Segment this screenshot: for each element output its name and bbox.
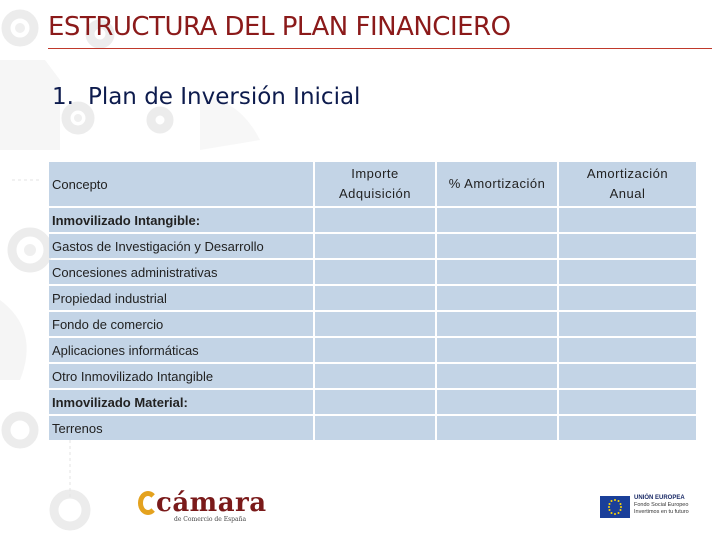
section-number: 1. bbox=[52, 84, 74, 110]
table-row bbox=[49, 416, 696, 440]
eu-logo bbox=[600, 495, 710, 521]
cell-amortizacion-pct[interactable] bbox=[437, 260, 557, 284]
cell-importe[interactable] bbox=[315, 416, 435, 440]
title-divider bbox=[48, 48, 712, 49]
cell-importe[interactable] bbox=[315, 234, 435, 258]
cell-importe[interactable] bbox=[315, 312, 435, 336]
header-amortizacion-pct: % Amortización bbox=[437, 162, 557, 206]
cell-amortizacion-pct[interactable] bbox=[437, 390, 557, 414]
cell-amortizacion-pct[interactable] bbox=[437, 338, 557, 362]
header-amortizacion-anual bbox=[559, 162, 696, 206]
cell-amortizacion-anual[interactable] bbox=[559, 260, 696, 284]
cell-amortizacion-pct[interactable] bbox=[437, 416, 557, 440]
cell-amortizacion-anual[interactable] bbox=[559, 208, 696, 232]
row-label: Aplicaciones informáticas bbox=[49, 338, 313, 362]
slide-title: ESTRUCTURA DEL PLAN FINANCIERO bbox=[48, 12, 511, 42]
header-importe-line2: Adquisición bbox=[339, 186, 411, 201]
header-importe-line1: Importe bbox=[351, 166, 399, 181]
header-importe bbox=[315, 162, 435, 206]
header-amortizacion-line1: Amortización bbox=[586, 166, 669, 181]
row-label: Concesiones administrativas bbox=[49, 260, 313, 284]
table-row bbox=[49, 260, 696, 284]
table-row bbox=[49, 234, 696, 258]
cell-amortizacion-pct[interactable] bbox=[437, 364, 557, 388]
row-label: Inmovilizado Intangible: bbox=[49, 208, 313, 232]
cell-amortizacion-anual[interactable] bbox=[559, 416, 696, 440]
cell-importe[interactable] bbox=[315, 390, 435, 414]
eu-line1: UNIÓN EUROPEA bbox=[634, 495, 685, 501]
cell-importe[interactable] bbox=[315, 286, 435, 310]
cell-amortizacion-pct[interactable] bbox=[437, 286, 557, 310]
cell-amortizacion-anual[interactable] bbox=[559, 234, 696, 258]
table-row bbox=[49, 208, 696, 232]
cell-importe[interactable] bbox=[315, 364, 435, 388]
camara-logo-subtitle: de Comercio de España bbox=[174, 516, 247, 523]
row-label: Gastos de Investigación y Desarrollo bbox=[49, 234, 313, 258]
cell-amortizacion-anual[interactable] bbox=[559, 390, 696, 414]
table-row bbox=[49, 312, 696, 336]
row-label: Propiedad industrial bbox=[49, 286, 313, 310]
cell-amortizacion-anual[interactable] bbox=[559, 286, 696, 310]
row-label: Otro Inmovilizado Intangible bbox=[49, 364, 313, 388]
cell-amortizacion-anual[interactable] bbox=[559, 338, 696, 362]
cell-importe[interactable] bbox=[315, 208, 435, 232]
eu-text bbox=[634, 495, 689, 516]
section-heading: Plan de Inversión Inicial bbox=[87, 84, 361, 110]
table-row bbox=[49, 286, 696, 310]
eu-flag-icon bbox=[600, 496, 630, 518]
table-row bbox=[49, 390, 696, 414]
eu-line3: Invertimos en tu futuro bbox=[634, 509, 689, 515]
table-row bbox=[49, 364, 696, 388]
cell-amortizacion-pct[interactable] bbox=[437, 234, 557, 258]
eu-line2: Fondo Social Europeo bbox=[634, 502, 689, 508]
row-label: Inmovilizado Material: bbox=[49, 390, 313, 414]
header-amortizacion-line2: Anual bbox=[609, 186, 646, 201]
cell-importe[interactable] bbox=[315, 338, 435, 362]
camara-logo-accent bbox=[138, 491, 158, 515]
cell-amortizacion-anual[interactable] bbox=[559, 364, 696, 388]
investment-table bbox=[47, 160, 698, 442]
table-row bbox=[49, 338, 696, 362]
section-subtitle bbox=[52, 84, 360, 110]
cell-amortizacion-pct[interactable] bbox=[437, 312, 557, 336]
table-header-row bbox=[49, 162, 696, 206]
camara-logo-text: cámara bbox=[156, 488, 267, 518]
cell-amortizacion-pct[interactable] bbox=[437, 208, 557, 232]
cell-importe[interactable] bbox=[315, 260, 435, 284]
camara-logo bbox=[136, 488, 267, 524]
row-label: Fondo de comercio bbox=[49, 312, 313, 336]
cell-amortizacion-anual[interactable] bbox=[559, 312, 696, 336]
row-label: Terrenos bbox=[49, 416, 313, 440]
header-concept: Concepto bbox=[49, 162, 313, 206]
